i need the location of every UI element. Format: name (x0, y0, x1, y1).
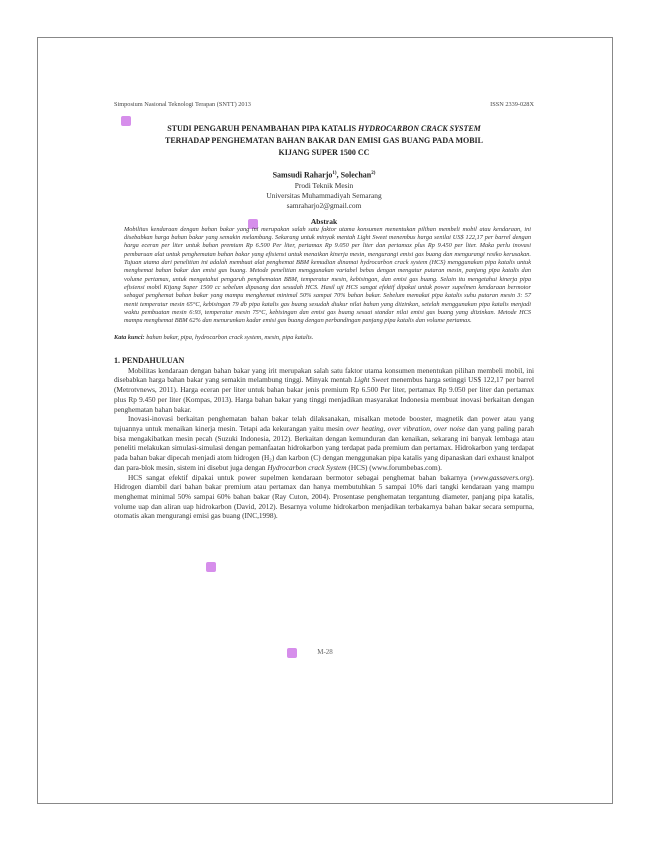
author-1: Samsudi Raharjo (272, 170, 333, 180)
para2-text: Inovasi-inovasi berkaitan penghematan bahan bakar telah dilaksanakan, misalkan metode booster, magnetik dan power atau yang tujuannya untuk menaikan kinerja mesin. Tetapi ada kekurangan yaitu mesin (114, 414, 534, 433)
para3-italic: www.gassavers.org (473, 472, 530, 482)
header-left: Simposium Nasional Teknologi Terapan (SNTT) 2013 (114, 101, 251, 108)
keywords (114, 334, 534, 342)
paper-content (114, 101, 534, 521)
abstract-heading: Abstrak (310, 216, 338, 226)
header-right: ISSN 2339-028X (490, 101, 534, 108)
para1-italic: Light Sweet (354, 375, 389, 385)
author-2-sup: 2) (371, 171, 376, 176)
author-2: Solechan (340, 170, 372, 180)
paragraph-3 (114, 473, 534, 522)
paper-page (37, 37, 613, 804)
paragraph-2 (114, 414, 534, 472)
abstract-text: Mobilitas kendaraan dengan bahan bakar yang ini merupakan salah satu faktor utama konsumen menentukan pilihan membeli mobil atau kendaraan, ini disebabkan harga bahan bakar yang semakin melambung. Sekarang untuk minyak mentah Light Sweet menembus harga senilai US$ 122,17 per barrel dengan harga eceran per liter untuk bahan premium Rp 6.500 Per liter, pertamax Rp 9.050 per liter dan pertamax plus Rp 9.450 per liter. Maka perlu inovasi pembaruan alat untuk penghematan bahan bakar yang efisiensi untuk menaikan kinerja mesin, mengurangi emisi gas buang dan mengurangi resiko kerusakan. Tujuan utama dari penelitian ini adalah membuat alat penghemat BBM kemudian dinamai hydrocarbon crack system (HCS) menggunakan pipa katalis untuk menghemat bahan bakar dan emisi gas buang. Metode penelitian menggunakan variabel bebas dengan mengatur putaran mesin, panjang pipa katalis dan volume pertamax, untuk mengetahui pengaruh penghematan BBM, temperatur mesin, kebisingan, dan emisi gas buang. Selain itu mengetahui kinerja pipa efisiensi mobil Kijang Super 1500 cc sebelum dipasang dan sesudah HCS. Hasil uji HCS sangat efektif dipakai untuk power supelmen kendaraan bermotor sebagai penghemat bahan bakar yang mampu menghemat minimal 50% sampai 70% bahan bakar. Sebelum memakai pipa katalis suhu putaran mesin 3: 57 menit temperatur mesin 65°C, kebisingan 79 db pipa katalis gas buang sesudah diukur nilai bahan yang diizinkan, setelah menggunakan pipa katalis menjadi waktu pembuatan mesin 6:93, temperatur mesin 75°C, kebisingan dan emisi gas buang sesuai standar nilai emisi gas buang yang diizinkan. Metode HCS mampu menghemat BBM 62% dan menurunkan kadar emisi gas buang dengan perbandingan panjang pipa katalis dan volume pertamax. (124, 225, 531, 325)
section-heading: 1. PENDAHULUAN (114, 355, 185, 365)
para2-italic: over heating, over vibration, over noise (346, 424, 465, 433)
para1-text-2: menembus harga setinggi US$ 122,17 per barrel (Metrotvnews, 2011). Harga eceran per liter untuk bahan bakar jenis premium Rp 6.500 Per liter, pertamax Rp 9.050 per liter dan pertamax plus Rp 9.450 per liter (Kompas, 2013). Harga bahan bakar yang tinggi menjadikan masyarakat Indonesia membuat inovasi berkaitan dengan penghematan bahan bakar. (114, 375, 534, 414)
title-line3: KIJANG SUPER 1500 CC (278, 148, 370, 157)
affiliation-dept: Prodi Teknik Mesin (294, 180, 354, 190)
author-1-sup: 1) (332, 171, 337, 176)
keywords-text: bahan bakar, pipa, hydrocarbon crack system, mesin, pipa katalis. (144, 333, 314, 341)
affiliation-email: samraharjo2@gmail.com (286, 200, 362, 210)
para3-text: HCS sangat efektif dipakai untuk power supelmen kendaraan bermotor sebagai penghemat bahan bakarnya ( (128, 472, 474, 482)
title-line1: STUDI PENGARUH PENAMBAHAN PIPA KATALIS (167, 124, 359, 133)
title-line2: TERHADAP PENGHEMATAN BAHAN BAKAR DAN EMISI GAS BUANG PADA MOBIL (164, 136, 484, 145)
affiliation-univ: Universitas Muhammadiyah Semarang (266, 190, 382, 200)
para2-text-2: dan yang paling parah bisa mengakibatkan mesin pecah (Suzuki Indonesia, 2012). Berkaitan dengan kemunduran dan kenaikan, sekarang ini banyak lembaga atau peneliti melakukan simulasi-simulasi dengan pemanfaatan hidrokarbon yang terdapat pada premium dan pertamax. Hidrokarbon yang terdapat pada bahan bakar dipecah menjadi atom hidrogen (H₂) dan karbon (C) dengan menggunakan pipa katalis yang dipanaskan dari exhaust knalpot dan para-blok mesin, sistem ini disebut juga dengan (114, 424, 534, 472)
running-header (114, 101, 534, 109)
paper-title (114, 123, 534, 159)
para1-text: Mobilitas kendaraan dengan bahan bakar yang irit merupakan salah satu faktor utama konsumen menentukan pilihan membeli mobil, ini disebabkan harga bahan bakar yang semakin melambung tinggi. Minyak mentah (114, 365, 534, 385)
keywords-label: Kata kunci: (114, 333, 145, 341)
annotation-marker[interactable] (206, 562, 216, 572)
para2-italic-2: Hydrocarbon crack System (267, 462, 347, 472)
para2-text-3: (HCS) (www.forumbebas.com). (346, 462, 442, 472)
para3-text-2: ). Hidrogen diambil dari bahan bakar premium atau pertamax dan hanya membutuhkan 5 sampai 10% dari tangki kendaraan yang mampu menghemat minimal 50% sampai 60% bahan bakar (Ray Cuton, 2004). Prosentase penghematan tergantung diameter, panjang pipa katalis, volume uap dan aliran uap hidrokarbon (David, 2012). Besarnya volume hidrokarbon menjadikan terbakarnya bahan bakar secara sempurna, otomatis akan mengurangi emisi gas buang (INC,1998). (114, 472, 534, 521)
title-line1-italic: HYDROCARBON CRACK SYSTEM (358, 124, 481, 133)
authors (114, 169, 534, 181)
paragraph-1 (114, 366, 534, 415)
author-sep: , (336, 170, 341, 180)
page-number: M-28 (317, 648, 333, 656)
